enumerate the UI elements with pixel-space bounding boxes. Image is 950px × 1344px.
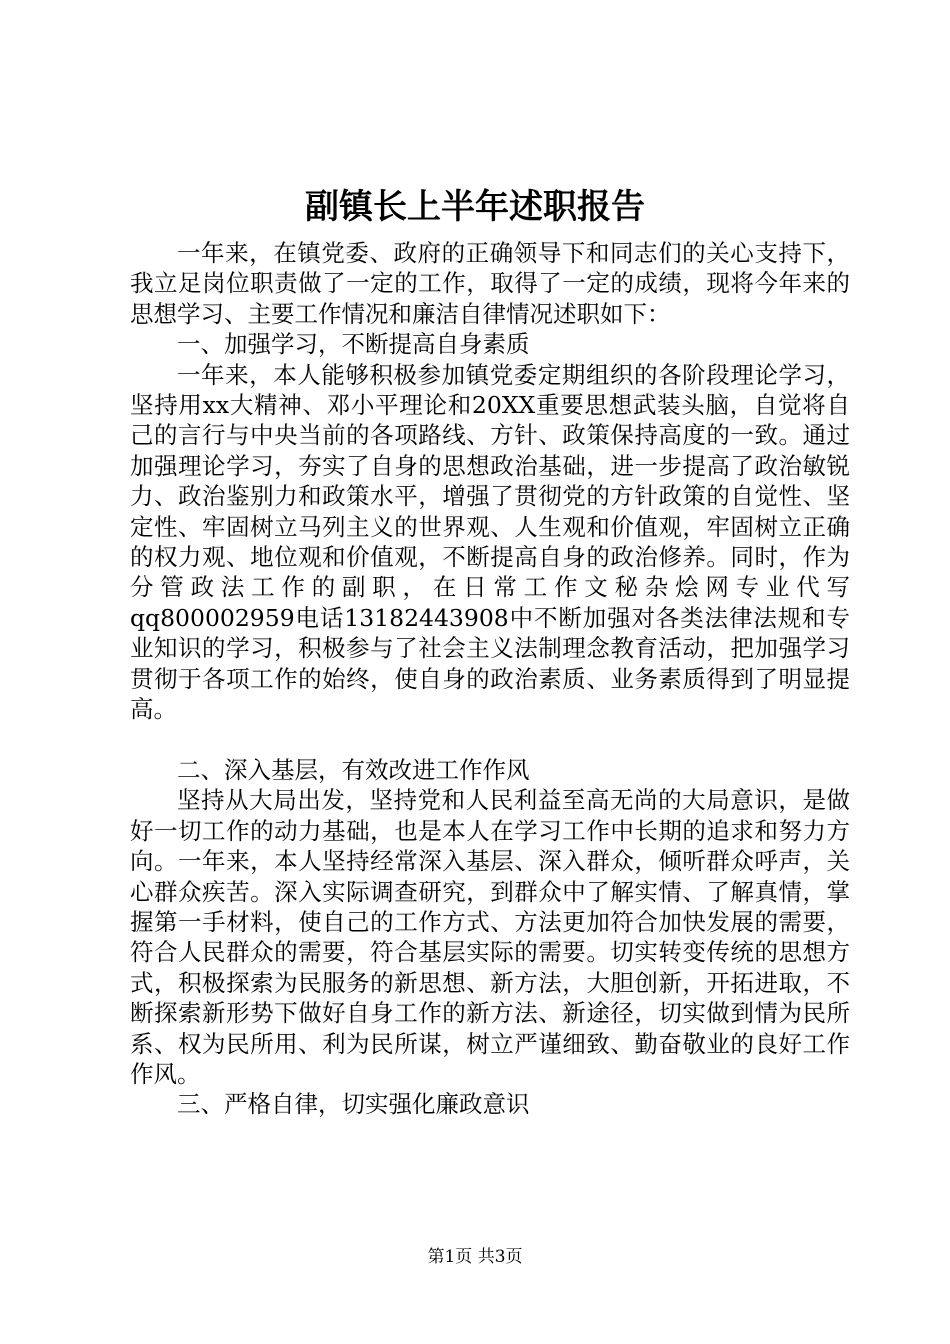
section-2-paragraph: 坚持从大局出发，坚持党和人民利益至高无尚的大局意识，是做好一切工作的动力基础，也是本人在学习工作中长期的追求和努力方向。一年来，本人坚持经常深入基层、深入群众，倾听群众呼声，关心群众疾苦。深入实际调查研究，到群众中了解实情、了解真情，掌握第一手材料，使自己的工作方式、方法更加符合加快发展的需要，符合人民群众的需要，符合基层实际的需要。切实转变传统的思想方式，积极探索为民服务的新思想、新方法，大胆创新，开拓进取，不断探索新形势下做好自身工作的新方法、新途径，切实做到情为民所系、权为民所用、利为民所谋，树立严谨细致、勤奋敬业的良好工作作风。 (130, 786, 850, 1088)
section-3-heading: 三、严格自律，切实强化廉政意识 (177, 1090, 530, 1119)
section-2-heading: 二、深入基层，有效改进工作作风 (177, 755, 530, 784)
section-1-paragraph: 一年来，本人能够积极参加镇党委定期组织的各阶段理论学习，坚持用xx大精神、邓小平理论和20XX重要思想武装头脑，自觉将自己的言行与中央当前的各项路线、方针、政策保持高度的一致。通过加强理论学习，夯实了自身的思想政治基础，进一步提高了政治敏锐力、政治鉴别力和政策水平，增强了贯彻党的方针政策的自觉性、坚定性、牢固树立马列主义的世界观、人生观和价值观，牢固树立正确的权力观、地位观和价值观，不断提高自身的政治修养。同时，作为分管政法工作的副职，在日常工作文秘杂烩网专业代写qq800002959电话13182443908中不断加强对各类法律法规和专业知识的学习，积极参与了社会主义法制理念教育活动，把加强学习贯彻于各项工作的始终，使自身的政治素质、业务素质得到了明显提高。 (130, 360, 850, 724)
intro-paragraph: 一年来，在镇党委、政府的正确领导下和同志们的关心支持下，我立足岗位职责做了一定的工作，取得了一定的成绩，现将今年来的思想学习、主要工作情况和廉洁自律情况述职如下： (130, 239, 850, 328)
section-1-heading: 一、加强学习，不断提高自身素质 (177, 330, 530, 359)
document-title: 副镇长上半年述职报告 (305, 187, 645, 227)
page-indicator: 第1页 共3页 (427, 1247, 523, 1267)
paragraph-spacer (130, 725, 850, 755)
document-body (130, 238, 850, 1120)
